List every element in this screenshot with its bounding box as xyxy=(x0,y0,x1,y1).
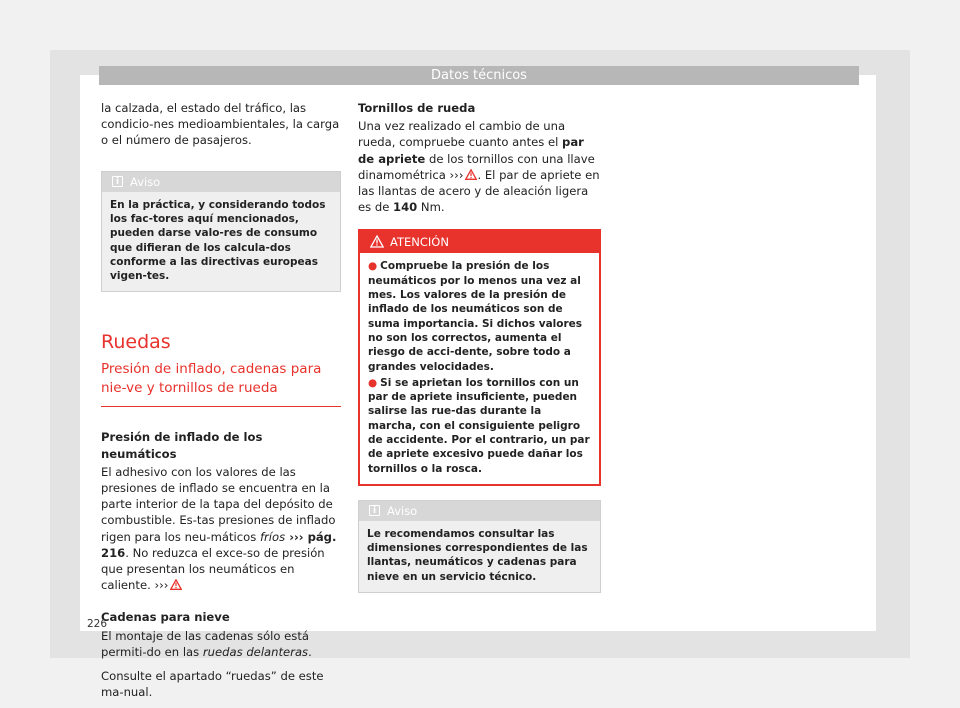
tyre-text-part2: . No reduzca el exce-so de presión que presentan los neumáticos en caliente. ››› xyxy=(101,545,325,593)
chains-text-italic: ruedas delanteras xyxy=(202,644,309,659)
notice-box-middle xyxy=(358,500,601,593)
intro-text: la calzada, el estado del tráfico, las condicio-nes medioambientales, la carga o el número de pasajeros. xyxy=(101,101,340,148)
info-icon: i xyxy=(369,505,380,516)
warning-label: ATENCIÓN xyxy=(390,235,449,250)
section-subtitle: Presión de inflado, cadenas para nie-ve y tornillos de rueda xyxy=(101,360,341,407)
torque-value: 140 xyxy=(393,200,418,215)
warning-triangle-icon xyxy=(370,235,384,248)
wheel-bolts-heading: Tornillos de rueda xyxy=(358,101,476,115)
left-column xyxy=(101,100,341,700)
chains-text-part1: El montaje de las cadenas sólo está permiti-do en las xyxy=(101,628,309,659)
snow-chains-text xyxy=(101,628,341,660)
snow-chains-heading: Cadenas para nieve xyxy=(101,610,230,625)
info-icon: i xyxy=(112,176,123,187)
bolts-text-part1: Una vez realizado el cambio de una rueda, compruebe cuanto antes el xyxy=(358,119,566,150)
bullet-icon: ● xyxy=(368,376,378,389)
bolts-text-bold: par de apriete xyxy=(358,135,584,166)
tyre-text-part1: El adhesivo con los valores de las presiones de inflado se encuentra en la parte interior de la tapa del depósito de combustible. Es-tas presiones de inflado rigen para los neu-máticos xyxy=(101,464,336,544)
torque-unit: Nm. xyxy=(417,200,445,215)
tyre-text-italic: fríos xyxy=(259,529,286,544)
page-number: 226 xyxy=(87,618,108,630)
warning-header xyxy=(360,231,599,253)
warning-box xyxy=(358,229,601,485)
notice-text: En la práctica, y considerando todos los fac-tores aquí mencionados, pueden darse valo-res de consumo que difieran de los calcula-dos conforme a las directivas europeas vigen-tes. xyxy=(110,198,326,283)
chains-text-part2: . xyxy=(308,644,312,659)
chapter-header: Datos técnicos xyxy=(99,66,859,85)
snow-chains-manual-note: Consulte el apartado “ruedas” de este ma-nual. xyxy=(101,669,324,700)
bullet-icon: ● xyxy=(368,260,378,273)
notice-header xyxy=(359,501,600,521)
wheel-bolts-text xyxy=(358,118,601,215)
bolts-text-part2: de los tornillos con una llave dinamométrica ››› xyxy=(358,151,595,182)
warning-item xyxy=(368,376,591,476)
notice-label: Aviso xyxy=(387,503,418,518)
notice-text: Le recomendamos consultar las dimensiones correspondientes de las llantas, neumáticos y cadenas para nieve en un servicio técnico. xyxy=(367,527,588,583)
warning-item xyxy=(368,259,591,373)
bolts-text-part3: . El par de apriete en las llantas de acero y de aleación ligera es de xyxy=(358,167,600,215)
notice-header xyxy=(102,172,340,192)
warning-body xyxy=(360,253,599,483)
section-title: Ruedas xyxy=(101,331,171,354)
tyre-pressure-heading: Presión de inflado de los neumáticos xyxy=(101,430,263,461)
notice-box-left xyxy=(101,171,341,293)
middle-column xyxy=(358,100,601,593)
warning-triangle-icon xyxy=(170,579,182,590)
tyre-pressure-text xyxy=(101,464,341,594)
warning-item-text: Compruebe la presión de los neumáticos por lo menos una vez al mes. Los valores de la presión de inflado de los neumáticos son de suma importancia. Si dichos valores no son los correctos, aumenta el riesgo de acci-dente, sobre todo a grandes velocidades. xyxy=(368,260,583,373)
warning-item-text: Si se aprietan los tornillos con un par de apriete insuficiente, pueden salirse las rue-das durante la marcha, con el consiguiente peligro de accidente. Por el contrario, un par de apriete excesivo puede dañar los tornillos o la rosca. xyxy=(368,376,590,475)
notice-label: Aviso xyxy=(130,174,161,189)
warning-triangle-icon xyxy=(465,169,477,180)
page-reference-link[interactable]: ››› pág. 216 xyxy=(101,529,337,560)
